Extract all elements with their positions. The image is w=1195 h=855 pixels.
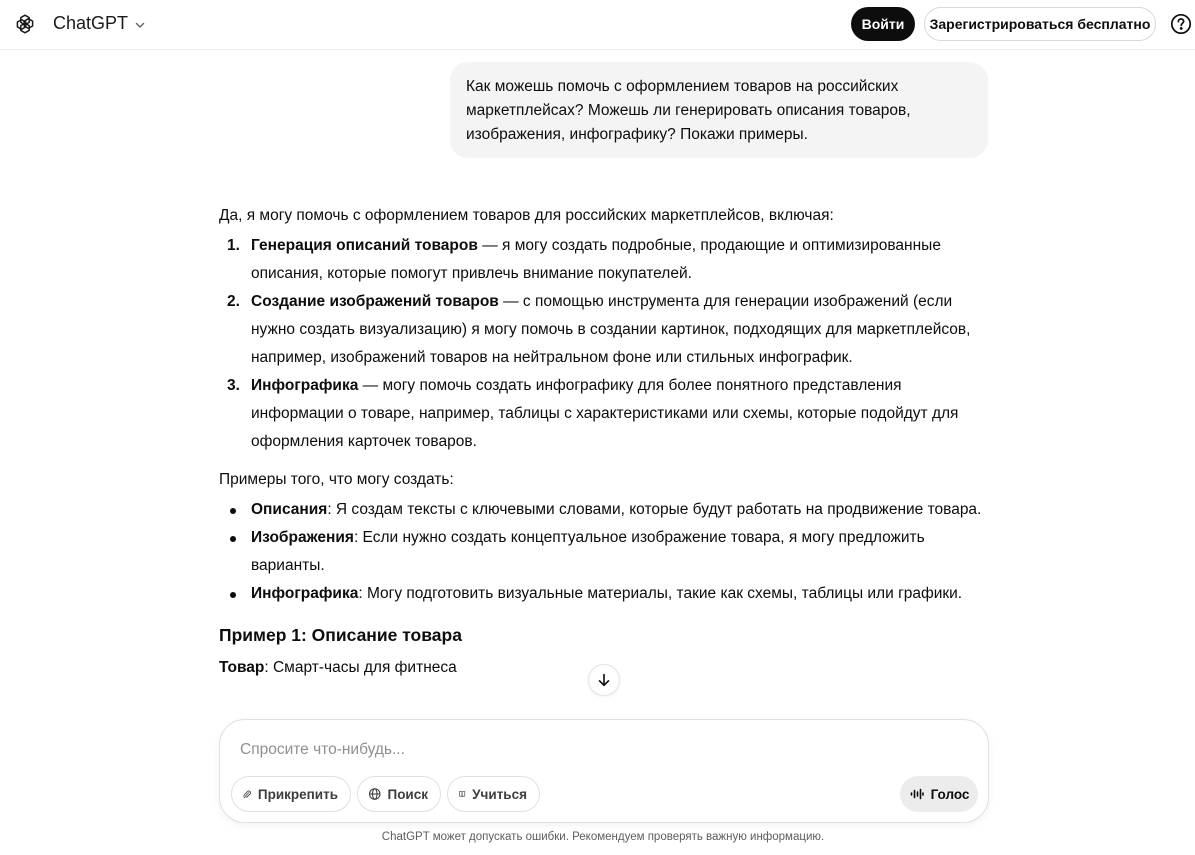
list-item — [219, 372, 989, 456]
attach-button[interactable] — [231, 776, 351, 812]
list-item-title: Инфографика — [251, 377, 359, 394]
login-button[interactable]: Войти — [851, 7, 915, 41]
assistant-message — [219, 202, 989, 682]
arrow-down-icon — [596, 672, 612, 688]
help-circle-icon[interactable] — [1170, 13, 1192, 35]
bullet-icon — [230, 508, 236, 514]
examples-list — [219, 496, 989, 608]
list-item-text: — с помощью инструмента для генерации изображений (если нужно создать визуализацию) я могу помочь в создании картинок, подходящих для маркетплейсов, например, изображений товаров на нейтральном фоне или стильных инфографик. — [251, 293, 971, 366]
list-item-text: : Если нужно создать концептуальное изображение товара, я могу предложить варианты. — [251, 529, 925, 574]
composer — [219, 719, 989, 823]
model-selector[interactable] — [53, 13, 146, 34]
list-item-title: Создание изображений товаров — [251, 293, 499, 310]
voice-waveform-icon — [909, 786, 925, 802]
list-item-title: Генерация описаний товаров — [251, 237, 478, 254]
product-label: Товар — [219, 659, 265, 676]
bullet-icon — [230, 592, 236, 598]
list-item-title: Инфографика — [251, 585, 359, 602]
list-item — [219, 524, 989, 580]
attach-label: Прикрепить — [257, 786, 338, 802]
assistant-intro: Да, я могу помочь с оформлением товаров для российских маркетплейсов, включая: — [219, 207, 834, 224]
list-item — [219, 288, 989, 372]
scroll-to-bottom-button[interactable] — [588, 664, 620, 696]
app-title: ChatGPT — [53, 13, 129, 33]
list-item-text: : Могу подготовить визуальные материалы, такие как схемы, таблицы или графики. — [358, 585, 963, 602]
bullet-icon — [230, 536, 236, 542]
signup-button[interactable]: Зарегистрироваться бесплатно — [924, 7, 1156, 41]
disclaimer-text: ChatGPT может допускать ошибки. Рекомендуем проверять важную информацию. — [381, 831, 825, 843]
example-heading: Пример 1: Описание товара — [219, 625, 462, 645]
chevron-down-icon — [134, 19, 146, 31]
product-value: : Смарт-часы для фитнеса — [264, 659, 457, 676]
list-item-text: : Я создам тексты с ключевыми словами, которые будут работать на продвижение товара. — [327, 501, 982, 518]
prompt-input[interactable] — [240, 739, 940, 761]
capabilities-list — [219, 232, 989, 456]
learn-button[interactable] — [447, 776, 540, 812]
search-button[interactable] — [357, 776, 441, 812]
paperclip-icon — [242, 785, 252, 803]
examples-intro: Примеры того, что могу создать: — [219, 471, 454, 488]
search-label: Поиск — [387, 786, 428, 802]
list-item-title: Изображения — [251, 529, 354, 546]
top-bar — [0, 0, 1195, 50]
list-number: 3. — [227, 377, 240, 394]
globe-icon — [368, 785, 381, 803]
openai-logo-icon[interactable] — [13, 12, 37, 36]
user-message: Как можешь помочь с оформлением товаров на российских маркетплейсах? Можешь ли генерировать описания товаров, изображения, инфографику? Покажи примеры. — [450, 62, 988, 158]
list-item-text: — могу помочь создать инфографику для более понятного представления информации о товаре, например, таблицы с характеристиками или схемы, которые подойдут для оформления карточек товаров. — [251, 377, 959, 450]
list-item — [219, 496, 989, 524]
list-number: 2. — [227, 293, 240, 310]
voice-label: Голос — [930, 786, 970, 802]
list-item — [219, 580, 989, 608]
learn-label: Учиться — [472, 786, 527, 802]
book-icon — [458, 785, 466, 803]
list-item-text: — я могу создать подробные, продающие и оптимизированные описания, которые помогут привлечь внимание покупателей. — [251, 237, 941, 282]
list-number: 1. — [227, 237, 240, 254]
voice-button[interactable] — [900, 776, 978, 812]
list-item-title: Описания — [251, 501, 328, 518]
list-item — [219, 232, 989, 288]
